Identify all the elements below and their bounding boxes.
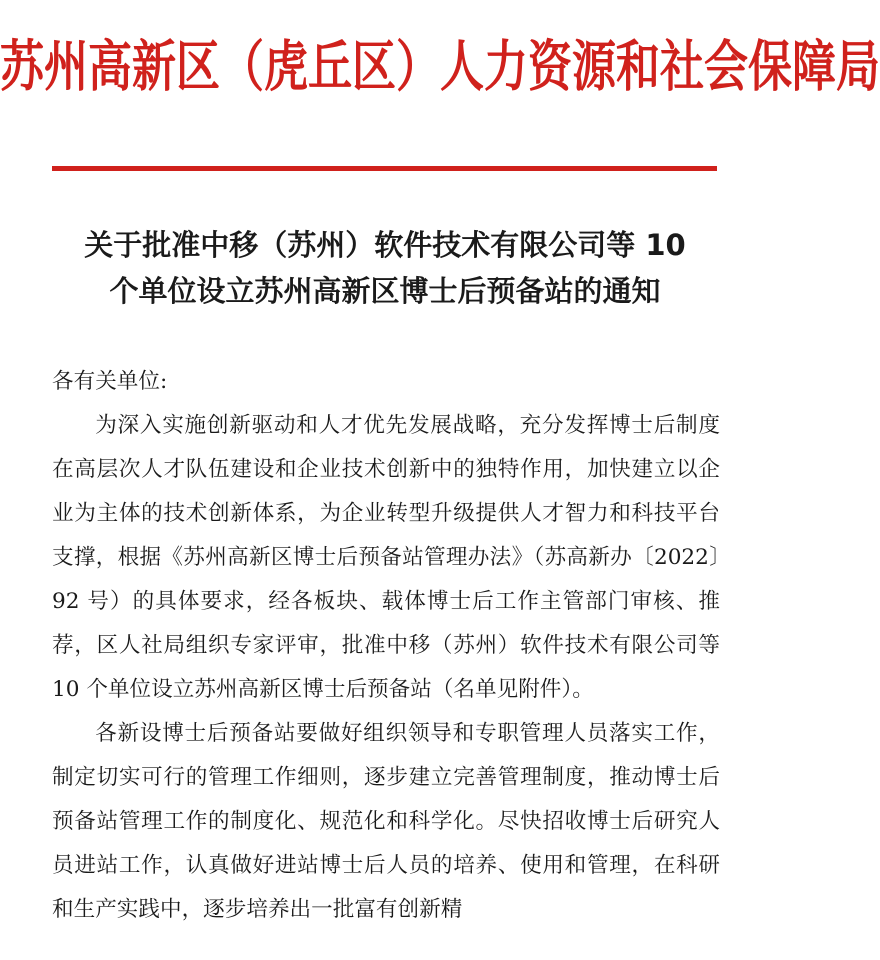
salutation: 各有关单位: — [52, 369, 168, 394]
document-title — [40, 222, 730, 314]
document-title-line-1: 关于批准中移（苏州）软件技术有限公司等 10 — [84, 228, 686, 262]
document-title-line-2: 个单位设立苏州高新区博士后预备站的通知 — [109, 274, 661, 308]
body-paragraph-1: 为深入实施创新驱动和人才优先发展战略，充分发挥博士后制度在高层次人才队伍建设和企业技术创新中的独特作用，加快建立以企业为主体的技术创新体系，为企业转型升级提供人才智力和科技平台支撑，根据《苏州高新区博士后预备站管理办法》（苏高新办〔2022〕92 号）的具体要求，经各板块、载体博士后工作主管部门审核、推荐，区人社局组织专家评审，批准中移（苏州）软件技术有限公司等 10 个单位设立苏州高新区博士后预备站（名单见附件）。 — [52, 413, 720, 702]
document-body — [52, 360, 720, 932]
body-paragraph-2: 各新设博士后预备站要做好组织领导和专职管理人员落实工作，制定切实可行的管理工作细则，逐步建立完善管理制度，推动博士后预备站管理工作的制度化、规范化和科学化。尽快招收博士后研究人员进站工作，认真做好进站博士后人员的培养、使用和管理，在科研和生产实践中，逐步培养出一批富有创新精 — [52, 721, 720, 922]
red-header-rule — [52, 166, 717, 171]
agency-masthead: 苏州高新区（虎丘区）人力资源和社会保障局 — [0, 35, 880, 100]
